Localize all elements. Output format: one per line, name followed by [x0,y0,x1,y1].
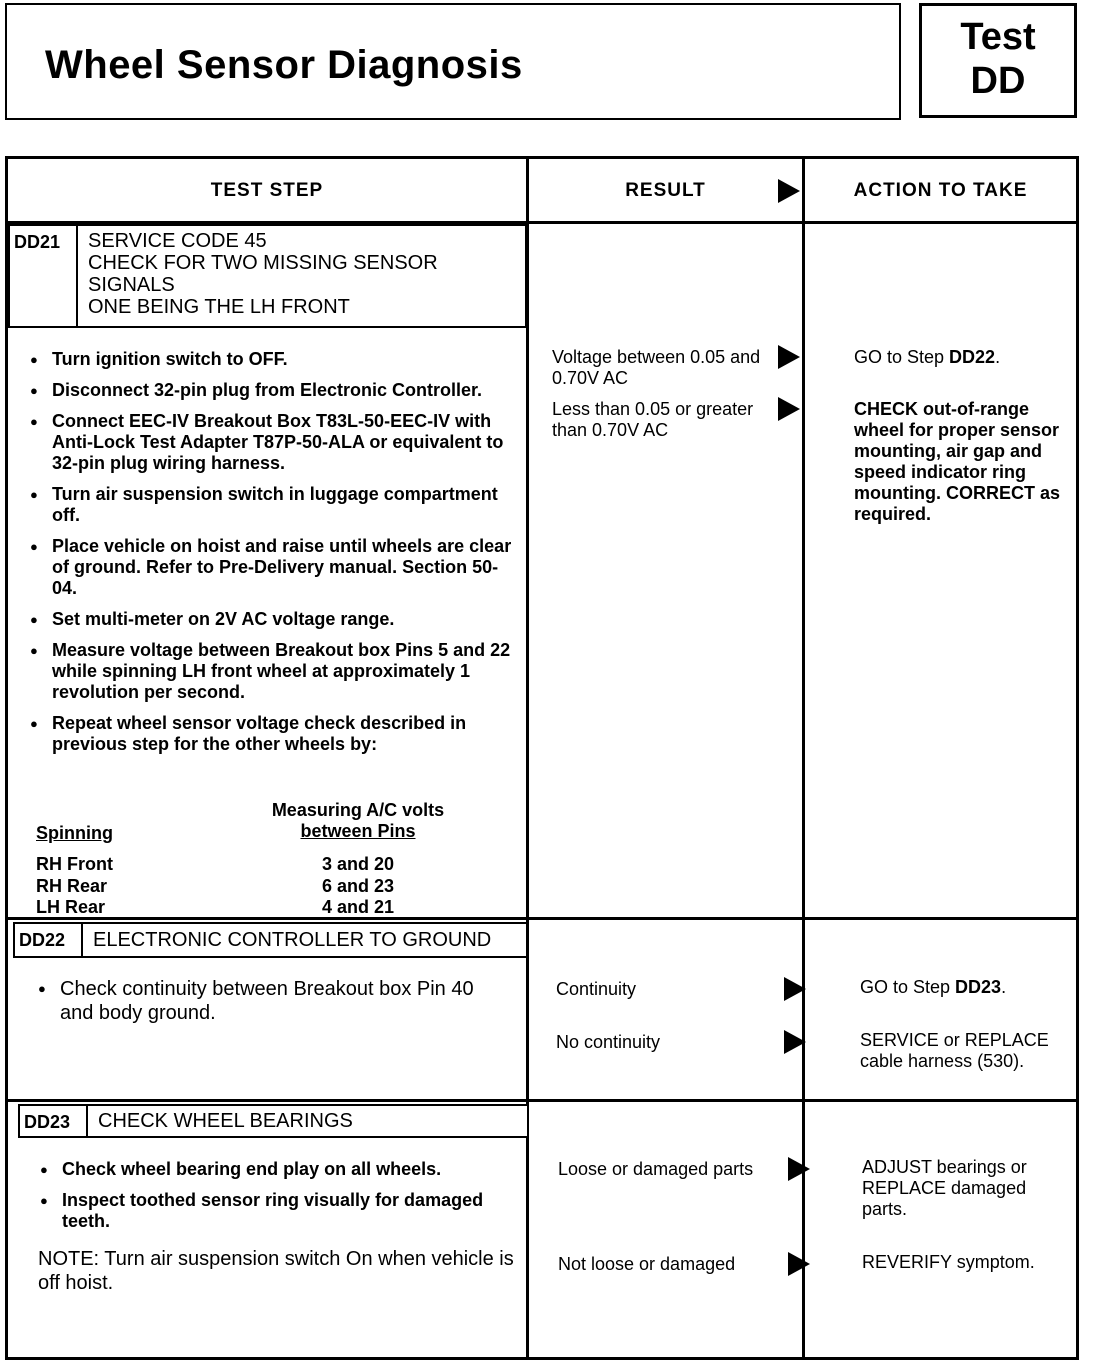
step-id-dd23: DD23 [20,1106,88,1136]
step-title-line: SERVICE CODE 45 [88,230,267,252]
row-divider-dd22 [8,917,1076,920]
list-item: ● Measure voltage between Breakout box Pins 5 and 22 while spinning LH front wheel at approximately 1 revolution per second. [30,640,520,703]
step-note-dd23: NOTE: Turn air suspension switch On when vehicle is off hoist. [38,1248,514,1294]
action-dd23-1: ADJUST bearings or REPLACE damaged parts. [862,1157,1027,1219]
spin-row-wheel: RH Rear [36,876,108,896]
action-dd22-1: GO to Step DD23. [860,977,1007,997]
step-id-dd21: DD21 [10,226,78,326]
spin-table-head-spinning: Spinning [36,823,113,843]
result-arrow-icon [788,1157,810,1181]
list-item: ● Turn air suspension switch in luggage compartment off. [30,484,520,526]
action-dd21-2: CHECK out-of-range wheel for proper sensor mounting, air gap and speed indicator ring mounting. CORRECT as required. [854,399,1060,524]
action-dd21-1: GO to Step DD22. [854,347,1001,367]
action-dd23-2: REVERIFY symptom. [862,1252,1035,1272]
spin-row-pins: 6 and 23 [321,876,395,896]
title-box [5,3,901,120]
action-dd22-2: SERVICE or REPLACE cable harness (530). [860,1030,1049,1071]
result-dd22-2: No continuity [556,1032,661,1052]
result-dd22-1: Continuity [556,979,637,999]
step-header-dd22 [13,922,528,958]
result-dd23-1: Loose or damaged parts [558,1159,754,1179]
column-header-action: ACTION TO TAKE [853,180,1028,201]
list-item: ● Connect EEC-IV Breakout Box T83L-50-EEC-IV with Anti-Lock Test Adapter T87P-50-ALA or equivalent to 32-pin plug wiring harness. [30,411,520,474]
step-title-line: SIGNALS [88,274,175,296]
action-text: GO to Step [860,977,956,997]
test-id-box [919,3,1077,118]
result-dd21-2: Less than 0.05 or greater than 0.70V AC [552,399,754,440]
spin-row-pins: 4 and 21 [321,897,395,917]
step-title-dd21 [88,230,438,318]
diagnosis-table [5,156,1079,1360]
result-arrow-icon [778,345,800,369]
step-header-dd23 [18,1104,529,1138]
step-id-dd22: DD22 [15,924,83,956]
spin-row-wheel: RH Front [36,854,113,874]
step-list-dd23 [40,1159,520,1242]
step-list-dd21 [30,349,520,765]
result-arrow-icon [784,1030,806,1054]
spin-table-head-measuring-1: Measuring A/C volts [271,800,445,820]
step-title-dd22: ELECTRONIC CONTROLLER TO GROUND [93,929,492,951]
result-arrow-icon [788,1252,810,1276]
step-title-dd23: CHECK WHEEL BEARINGS [98,1110,353,1132]
action-step-ref: DD22 [949,347,996,367]
result-dd23-2: Not loose or damaged [558,1254,736,1274]
column-header-result: RESULT [625,180,706,201]
step-title-line: CHECK FOR TWO MISSING SENSOR [88,252,438,274]
column-header-test-step: TEST STEP [210,180,324,201]
list-item: ● Inspect toothed sensor ring visually for damaged teeth. [40,1190,520,1232]
list-item: ● Repeat wheel sensor voltage check described in previous step for the other wheels by: [30,713,520,755]
list-item: ● Place vehicle on hoist and raise until wheels are clear of ground. Refer to Pre-Delivery manual. Section 50-04. [30,536,520,599]
column-divider-1 [526,159,529,1357]
step-list-dd22 [38,977,508,1035]
result-dd21-1: Voltage between 0.05 and 0.70V AC [552,347,761,388]
page-title: Wheel Sensor Diagnosis [45,43,523,87]
spin-row-pins: 3 and 20 [321,854,395,874]
header-arrow-icon [778,179,800,203]
action-text: GO to Step [854,347,950,367]
result-arrow-icon [784,977,806,1001]
test-label: Test [960,16,1036,58]
result-arrow-icon [778,397,800,421]
list-item: ● Disconnect 32-pin plug from Electronic Controller. [30,380,520,401]
list-item: ● Set multi-meter on 2V AC voltage range. [30,609,520,630]
list-item: ● Check wheel bearing end play on all wheels. [40,1159,520,1180]
step-title-line: ONE BEING THE LH FRONT [88,296,350,318]
spin-table-head-measuring-2: between Pins [300,821,416,841]
step-header-dd21 [8,224,527,328]
list-item: ● Turn ignition switch to OFF. [30,349,520,370]
list-item: ● Check continuity between Breakout box Pin 40 and body ground. [38,977,508,1025]
spin-row-wheel: LH Rear [36,897,106,917]
row-divider-dd23 [8,1099,1076,1102]
action-step-ref: DD23 [955,977,1002,997]
test-code: DD [970,60,1026,102]
